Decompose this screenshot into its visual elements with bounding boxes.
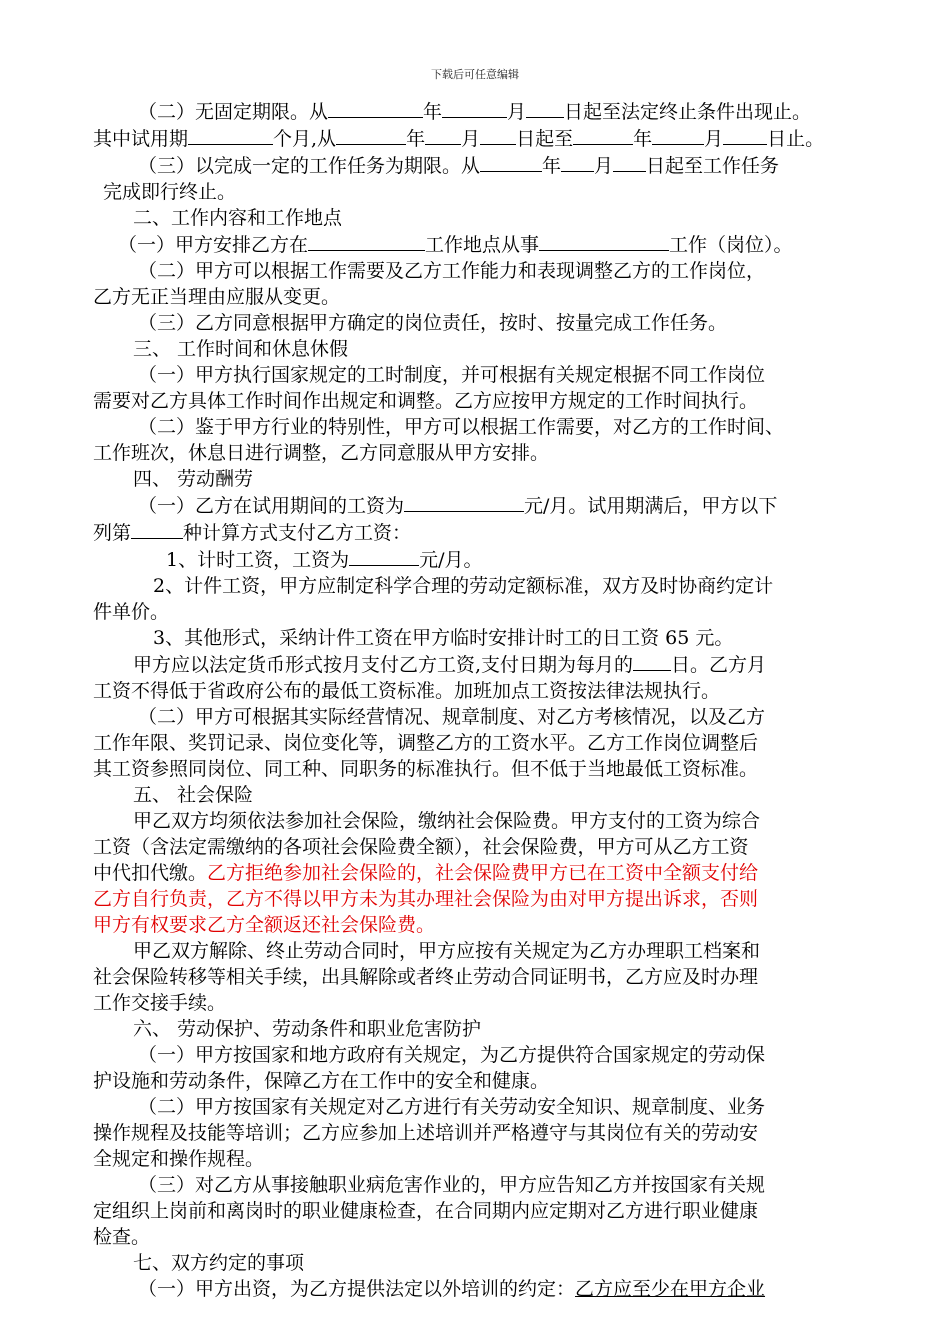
- blank-field: [328, 98, 423, 118]
- paragraph: 列第 种计算方式支付乙方工资：: [93, 519, 863, 546]
- blank-field: [308, 231, 425, 251]
- blank-field: [723, 125, 767, 145]
- blank-field: [425, 125, 461, 145]
- section-heading: 五、 社会保险: [133, 784, 254, 806]
- blank-field: [480, 125, 516, 145]
- section-heading: 七、双方约定的事项: [133, 1252, 305, 1274]
- paragraph: 工资不得低于省政府公布的最低工资标准。加班加点工资按法律法规执行。: [93, 680, 721, 702]
- paragraph: 全规定和操作规程。: [93, 1148, 265, 1170]
- blank-field: [561, 152, 594, 172]
- paragraph: 工作年限、奖罚记录、岗位变化等，调整乙方的工资水平。乙方工作岗位调整后: [93, 732, 759, 754]
- blank-field: [633, 651, 671, 671]
- paragraph: （二）甲方可以根据工作需要及乙方工作能力和表现调整乙方的工作岗位，: [138, 260, 766, 282]
- paragraph: 工资（含法定需缴纳的各项社会保险费全额），社会保险费，甲方可从乙方工资: [93, 836, 749, 858]
- paragraph: 定组织上岗前和离岗时的职业健康检查，在合同期内应定期对乙方进行职业健康: [93, 1200, 759, 1222]
- blank-field: [442, 98, 507, 118]
- paragraph: （二）鉴于甲方行业的特别性，甲方可以根据工作需要，对乙方的工作时间、: [138, 416, 785, 438]
- paragraph: （三）以完成一定的工作任务为期限。从 年 月 日起至工作任务: [93, 152, 863, 179]
- blank-field: [349, 546, 419, 566]
- paragraph: （二）无固定期限。从 年 月 日起至法定终止条件出现止。: [93, 98, 863, 125]
- document-body: [93, 98, 863, 1302]
- paragraph: （一）甲方按国家和地方政府有关规定，为乙方提供符合国家规定的劳动保: [138, 1044, 766, 1066]
- paragraph: 甲乙双方均须依法参加社会保险，缴纳社会保险费。甲方支付的工资为综合: [133, 810, 761, 832]
- blank-field: [336, 125, 406, 145]
- paragraph: 其工资参照同岗位、同工种、同职务的标准执行。但不低于当地最低工资标准。: [93, 758, 759, 780]
- paragraph: （二）甲方可根据其实际经营情况、规章制度、对乙方考核情况，以及乙方: [138, 706, 766, 728]
- section-heading: 三、 工作时间和休息休假: [133, 338, 349, 360]
- paragraph: （三）乙方同意根据甲方确定的岗位责任，按时、按量完成工作任务。: [138, 312, 728, 334]
- paragraph: 甲方应以法定货币形式按月支付乙方工资,支付日期为每月的 日。乙方月: [93, 651, 863, 678]
- paragraph: （一）甲方安排乙方在 工作地点从事 工作（岗位）。: [93, 231, 863, 258]
- paragraph: （三）对乙方从事接触职业病危害作业的，甲方应告知乙方并按国家有关规: [138, 1174, 766, 1196]
- paragraph: 社会保险转移等相关手续，出具解除或者终止劳动合同证明书，乙方应及时办理: [93, 966, 759, 988]
- paragraph: 3、其他形式，采纳计件工资在甲方临时安排计时工的日工资 65 元。: [153, 627, 734, 649]
- blank-field: [480, 152, 542, 172]
- paragraph: （二）甲方按国家有关规定对乙方进行有关劳动安全知识、规章制度、业务: [138, 1096, 766, 1118]
- paragraph: （一）甲方出资，为乙方提供法定以外培训的约定：乙方应至少在甲方企业: [138, 1278, 766, 1300]
- paragraph: 工作交接手续。: [93, 992, 227, 1014]
- blank-field: [131, 519, 183, 539]
- blank-field: [652, 125, 704, 145]
- section-heading: 二、工作内容和工作地点: [133, 207, 343, 229]
- blank-field: [573, 125, 633, 145]
- highlighted-clause: 乙方拒绝参加社会保险的，社会保险费甲方已在工资中全额支付给: [207, 862, 759, 884]
- paragraph: 1、计时工资，工资为 元/月。: [93, 546, 863, 573]
- paragraph: 工作班次，休息日进行调整，乙方同意服从甲方安排。: [93, 442, 550, 464]
- page-header: 下载后可任意编辑: [431, 68, 519, 81]
- section-heading: 六、 劳动保护、劳动条件和职业危害防护: [133, 1018, 482, 1040]
- paragraph: （一）乙方在试用期间的工资为 元/月。试用期满后，甲方以下: [93, 492, 863, 519]
- blank-field: [613, 152, 646, 172]
- blank-field: [188, 125, 273, 145]
- paragraph: 甲乙双方解除、终止劳动合同时，甲方应按有关规定为乙方办理职工档案和: [133, 940, 761, 962]
- highlighted-clause: 乙方自行负责，乙方不得以甲方未为其办理社会保险为由对甲方提出诉求，否则: [93, 888, 759, 910]
- blank-field: [404, 492, 524, 512]
- paragraph: 需要对乙方具体工作时间作出规定和调整。乙方应按甲方规定的工作时间执行。: [93, 390, 759, 412]
- section-heading: 四、 劳动酬劳: [133, 468, 254, 490]
- paragraph: 2、计件工资，甲方应制定科学合理的劳动定额标准，双方及时协商约定计: [153, 575, 774, 597]
- blank-field: [539, 231, 669, 251]
- paragraph: 操作规程及技能等培训；乙方应参加上述培训并严格遵守与其岗位有关的劳动安: [93, 1122, 759, 1144]
- highlighted-clause: 甲方有权要求乙方全额返还社会保险费。: [93, 914, 436, 936]
- paragraph: 乙方无正当理由应服从变更。: [93, 286, 341, 308]
- underlined-clause: 乙方应至少在甲方企业: [575, 1278, 766, 1300]
- paragraph: 其中试用期 个月,从 年 月 日起至 年 月 日止。: [93, 125, 863, 152]
- paragraph: 件单价。: [93, 601, 170, 623]
- paragraph: 护设施和劳动条件，保障乙方在工作中的安全和健康。: [93, 1070, 550, 1092]
- paragraph: 完成即行终止。: [103, 181, 237, 203]
- paragraph: 中代扣代缴。乙方拒绝参加社会保险的，社会保险费甲方已在工资中全额支付给: [93, 862, 759, 884]
- paragraph: 检查。: [93, 1226, 151, 1248]
- paragraph: （一）甲方执行国家规定的工时制度，并可根据有关规定根据不同工作岗位: [138, 364, 766, 386]
- blank-field: [526, 98, 564, 118]
